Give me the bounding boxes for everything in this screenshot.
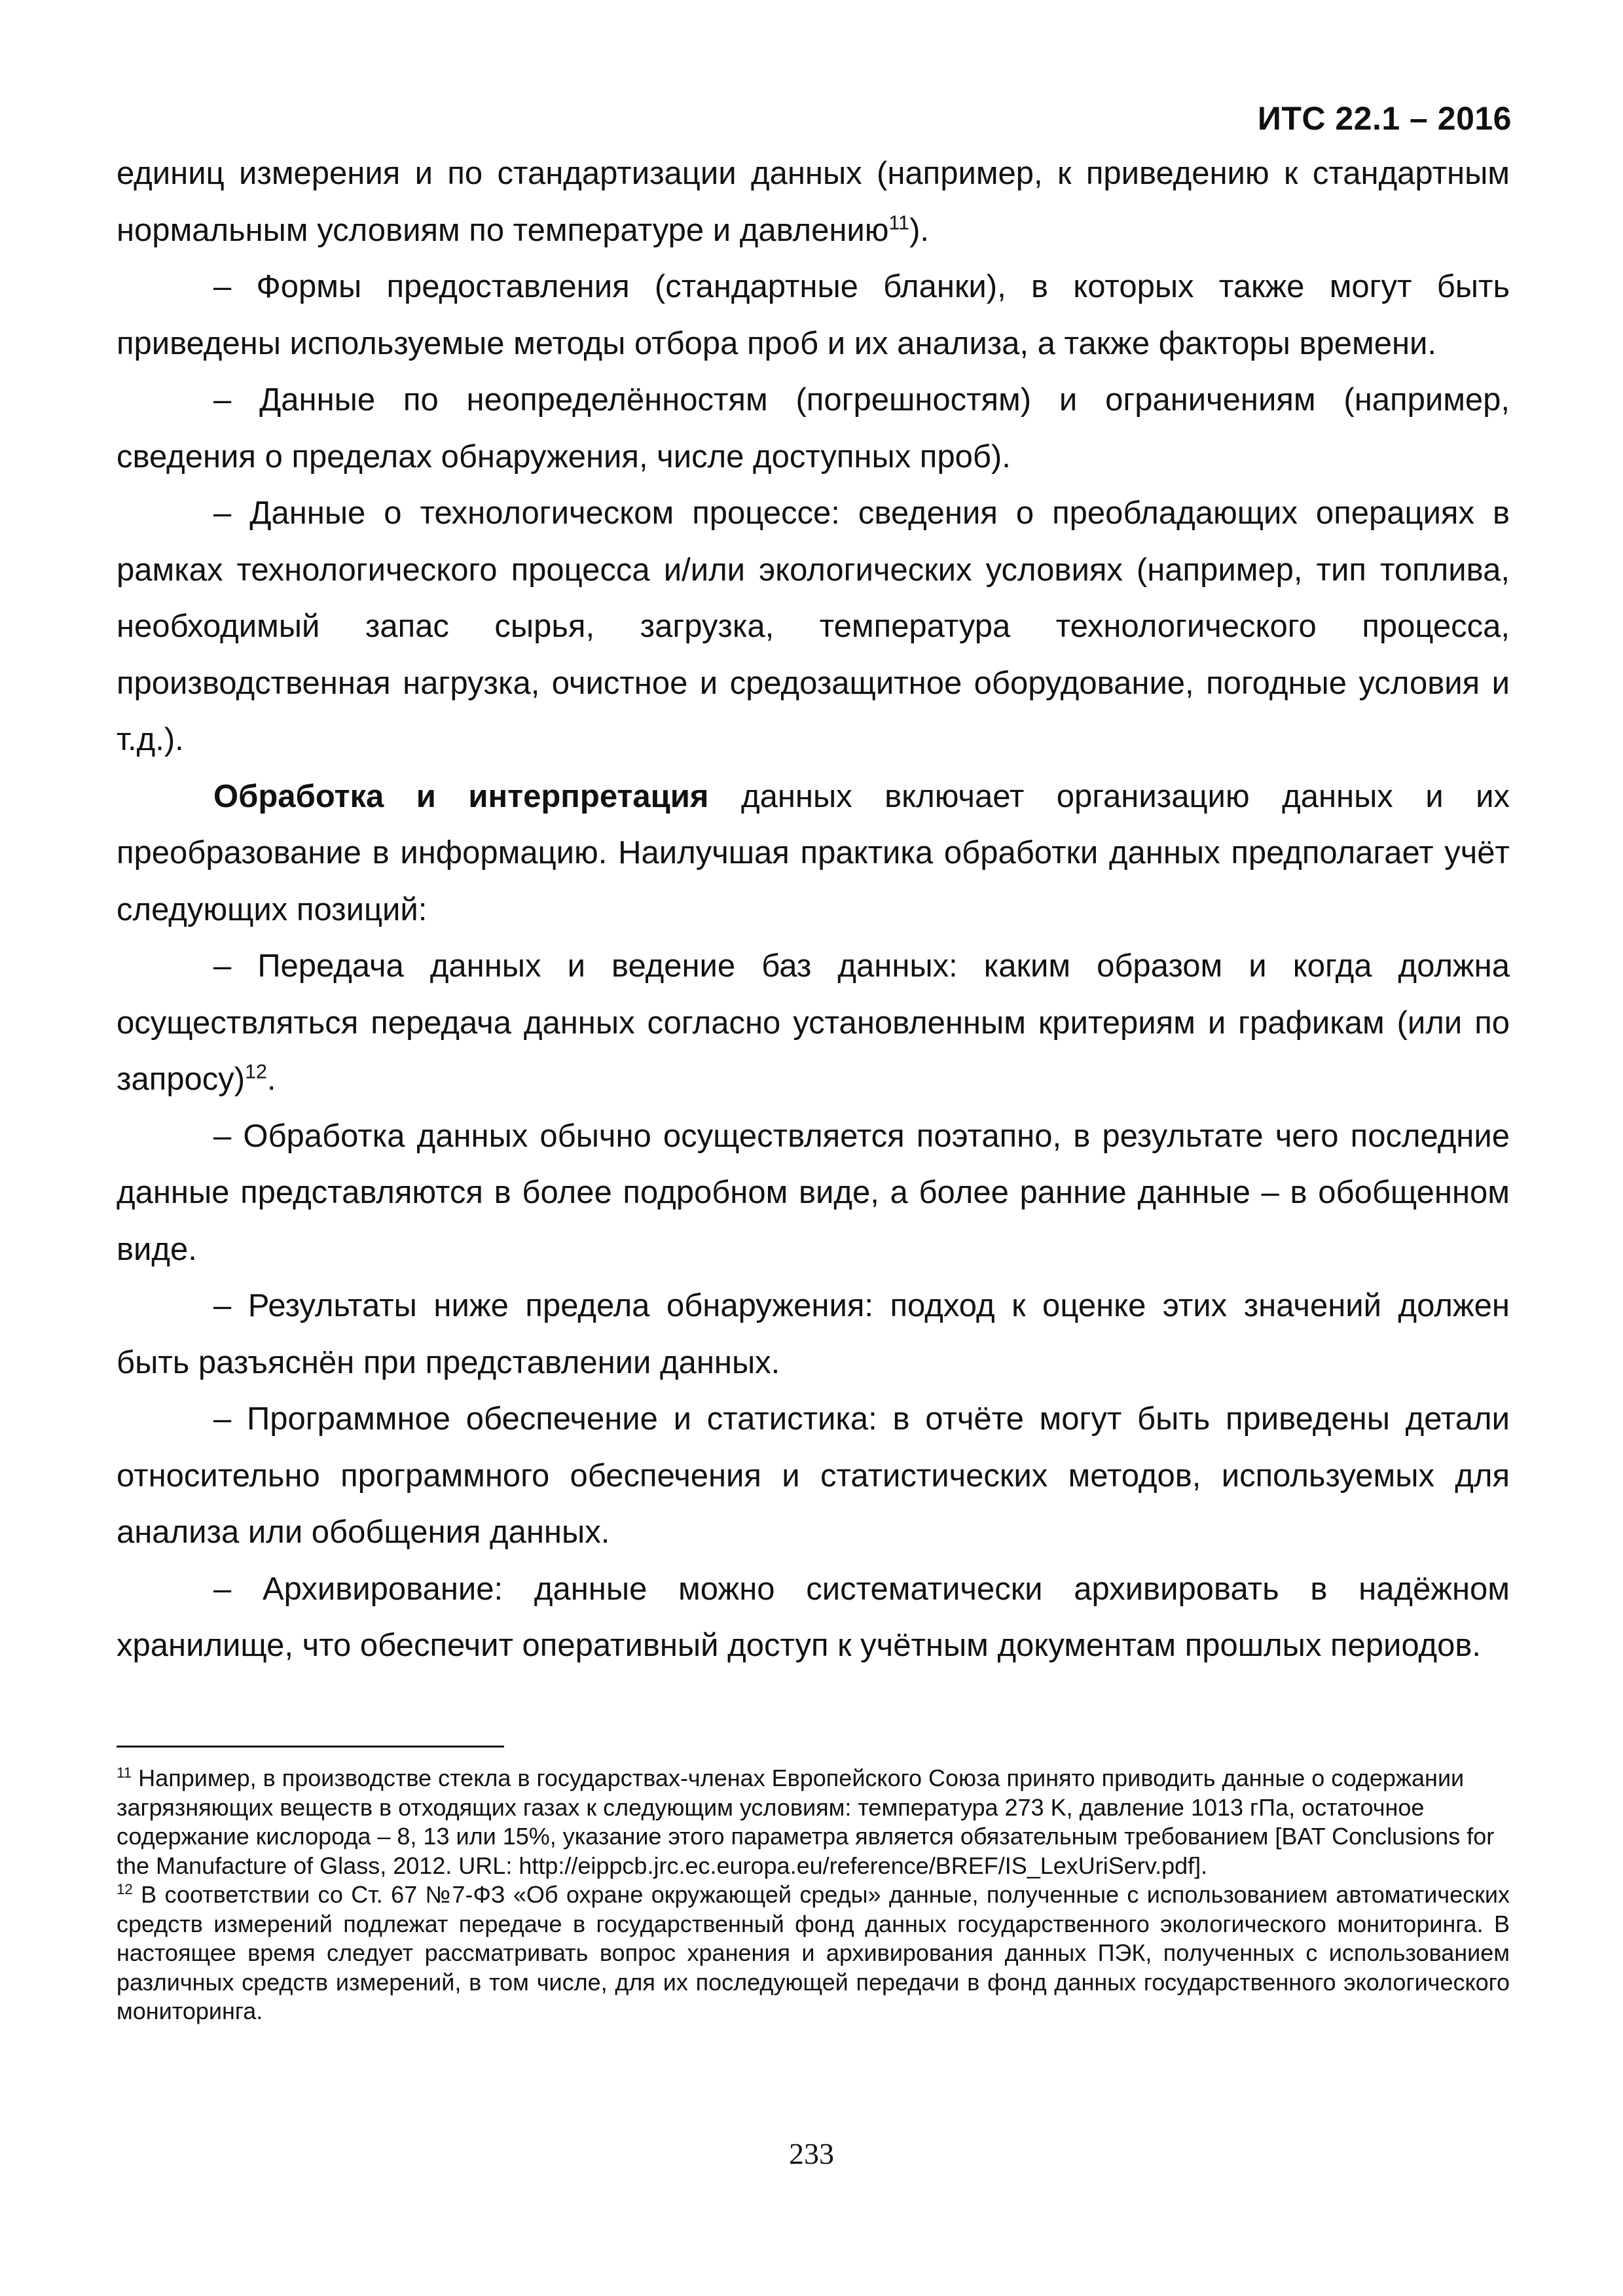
- paragraph-text: – Архивирование: данные можно систематически архивировать в надёжном хранилище, что обеспечит оперативный доступ к учётным документам прошлых периодов.: [117, 1571, 1510, 1663]
- paragraph-continuation: [117, 145, 1510, 259]
- list-item-data-transfer: [117, 938, 1510, 1108]
- footnote-ref-11[interactable]: 11: [888, 211, 910, 234]
- paragraph-text: – Формы предоставления (стандартные бланки), в которых также могут быть приведены используемые методы отбора проб и их анализа, а также факторы времени.: [117, 269, 1510, 361]
- paragraph-text: – Данные по неопределённостям (погрешностям) и ограничениям (например, сведения о пределах обнаружения, числе доступных проб).: [117, 382, 1510, 475]
- paragraph-text: единиц измерения и по стандартизации данных (например, к приведению к стандартным нормальным условиям по температуре и давлению: [117, 156, 1510, 248]
- document-header: ИТС 22.1 – 2016: [1257, 100, 1512, 137]
- list-item-archiving: [117, 1561, 1510, 1674]
- footnote-12: [117, 1880, 1510, 2026]
- paragraph-text: – Результаты ниже предела обнаружения: подход к оценке этих значений должен быть разъяснён при представлении данных.: [117, 1288, 1510, 1380]
- footnote-mark: 11: [117, 1765, 132, 1781]
- footnote-11: [117, 1764, 1510, 1880]
- paragraph-text: – Данные о технологическом процессе: сведения о преобладающих операциях в рамках технологического процесса и/или экологических условиях (например, тип топлива, необходимый запас сырья, загрузка, температура технологического процесса, производственная нагрузка, очистное и средозащитное оборудование, погодные условия и т.д.).: [117, 495, 1510, 757]
- footnote-text: В соответствии со Ст. 67 №7-ФЗ «Об охране окружающей среды» данные, полученные с использованием автоматических средств измерений подлежат передаче в государственный фонд данных государственного экологического мониторинга. В настоящее время следует рассматривать вопрос хранения и архивирования данных ПЭК, полученных с использованием различных средств измерений, в том числе, для их последующей передачи в фонд данных государственного экологического мониторинга.: [117, 1881, 1510, 2024]
- paragraph-text: данных включает организацию данных и их преобразование в информацию. Наилучшая практика обработки данных предполагает учёт следующих позиций:: [117, 778, 1510, 927]
- bold-term: Обработка и интерпретация: [213, 778, 709, 814]
- footnote-mark: 12: [117, 1881, 133, 1897]
- list-item-forms: [117, 259, 1510, 372]
- paragraph-text: – Обработка данных обычно осуществляется поэтапно, в результате чего последние данные представляются в более подробном виде, а более ранние данные – в обобщенном виде.: [117, 1118, 1510, 1267]
- list-item-detection-limit: [117, 1278, 1510, 1391]
- paragraph-processing: [117, 768, 1510, 939]
- footnotes: [117, 1764, 1510, 2026]
- page-number: 233: [789, 2137, 834, 2170]
- paragraph-tail: .: [266, 1062, 276, 1097]
- list-item-software: [117, 1391, 1510, 1561]
- list-item-process-data: [117, 485, 1510, 768]
- list-item-uncertainty: [117, 372, 1510, 485]
- paragraph-text: – Программное обеспечение и статистика: в отчёте могут быть приведены детали относительно программного обеспечения и статистических методов, используемых для анализа или обобщения данных.: [117, 1401, 1510, 1550]
- paragraph-tail: ).: [909, 212, 930, 248]
- list-item-data-processing: [117, 1108, 1510, 1278]
- footnote-ref-12[interactable]: 12: [245, 1060, 267, 1083]
- body-text: [117, 145, 1510, 1674]
- footnote-divider: [117, 1746, 504, 1748]
- paragraph-text: – Передача данных и ведение баз данных: каким образом и когда должна осуществляться передача данных согласно установленным критериям и графикам (или по запросу): [117, 948, 1510, 1097]
- footnote-text: Например, в производстве стекла в государствах-членах Европейского Союза принято приводить данные о содержании загрязняющих веществ в отходящих газах к следующим условиям: температура 273 K, давление 1013 гПа, остаточное содержание кислорода – 8, 13 или 15%, указание этого параметра является обязательным требованием [BAT Conclusions for the Manufacture of Glass, 2012. URL: http://eippcb.jrc.ec.europa.eu/reference/BREF/IS_LexUriServ.pdf].: [117, 1765, 1495, 1879]
